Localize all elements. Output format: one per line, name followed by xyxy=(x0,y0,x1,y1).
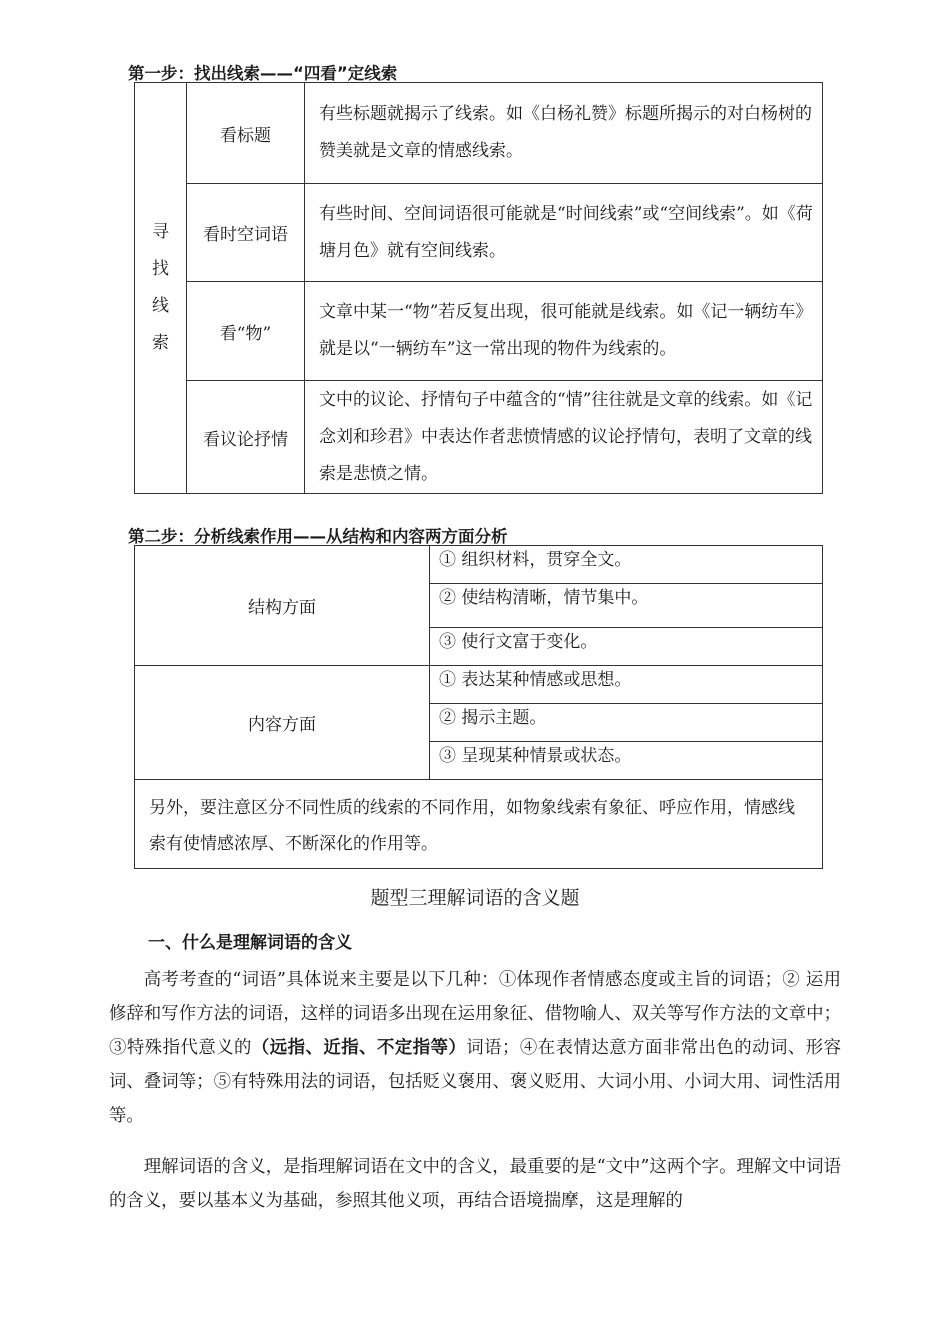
row-text-object: 文章中某一“物”若反复出现，很可能就是线索。如《记一辆纺车》就是以“一辆纺车”这一常出现的物件为线索的。 xyxy=(305,282,823,381)
step2-heading: 第二步：分析线索作用——从结构和内容两方面分析 xyxy=(128,527,508,546)
structure-item: ③ 使行文富于变化。 xyxy=(430,628,823,666)
content-item: ① 表达某种情感或思想。 xyxy=(430,666,823,704)
paragraph-1-text-cont: 词语；④在表情达意方面非常出色的动词、形容词、叠词等；⑤有特殊用法的词语，包括贬义褒用、褒义贬用、大词小用、小词大用、词性活用等。 xyxy=(109,1038,841,1126)
step1-heading: 第一步：找出线索——“四看”定线索 xyxy=(128,64,398,83)
clue-function-table xyxy=(134,545,823,869)
row-label-time-space: 看时空词语 xyxy=(187,184,305,282)
row-text-title: 有些标题就揭示了线索。如《白杨礼赞》标题所揭示的对白杨树的赞美就是文章的情感线索。 xyxy=(305,83,823,184)
row-text-time-space: 有些时间、空间词语很可能就是“时间线索”或“空间线索”。如《荷塘月色》就有空间线索。 xyxy=(305,184,823,282)
section-title: 题型三理解词语的含义题 xyxy=(370,887,580,909)
content-item: ② 揭示主题。 xyxy=(430,704,823,742)
paragraph-1 xyxy=(109,963,841,1133)
structure-item: ① 组织材料，贯穿全文。 xyxy=(430,546,823,584)
subheading: 一、什么是理解词语的含义 xyxy=(148,933,352,953)
structure-item: ② 使结构清晰，情节集中。 xyxy=(430,584,823,628)
row-label-object: 看“物” xyxy=(187,282,305,381)
paragraph-1-bold: （远指、近指、不定指等） xyxy=(251,1038,467,1058)
note-text: 另外，要注意区分不同性质的线索的不同作用，如物象线索有象征、呼应作用，情感线索有使情感浓厚、不断深化的作用等。 xyxy=(135,780,823,869)
content-item: ③ 呈现某种情景或状态。 xyxy=(430,742,823,780)
row-label-title: 看标题 xyxy=(187,83,305,184)
side-label: 寻找线索 xyxy=(135,83,187,494)
row-text-discussion: 文中的议论、抒情句子中蕴含的“情”往往就是文章的线索。如《记念刘和珍君》中表达作者悲愤情感的议论抒情句，表明了文章的线索是悲愤之情。 xyxy=(305,381,823,494)
clue-finding-table xyxy=(134,82,823,494)
structure-label: 结构方面 xyxy=(135,546,430,666)
content-label: 内容方面 xyxy=(135,666,430,780)
row-label-discussion: 看议论抒情 xyxy=(187,381,305,494)
paragraph-1-text: 高考考查的“词语”具体说来主要是以下几种：①体现作者情感态度或主旨的词语；② 运用修辞和写作方法的词语，这样的词语多出现在运用象征、借物喻人、双关等写作方法的文章中；③特殊指代意义的 xyxy=(109,970,841,1058)
paragraph-2: 理解词语的含义，是指理解词语在文中的含义，最重要的是“文中”这两个字。理解文中词语的含义，要以基本义为基础，参照其他义项，再结合语境揣摩，这是理解的 xyxy=(109,1157,841,1211)
